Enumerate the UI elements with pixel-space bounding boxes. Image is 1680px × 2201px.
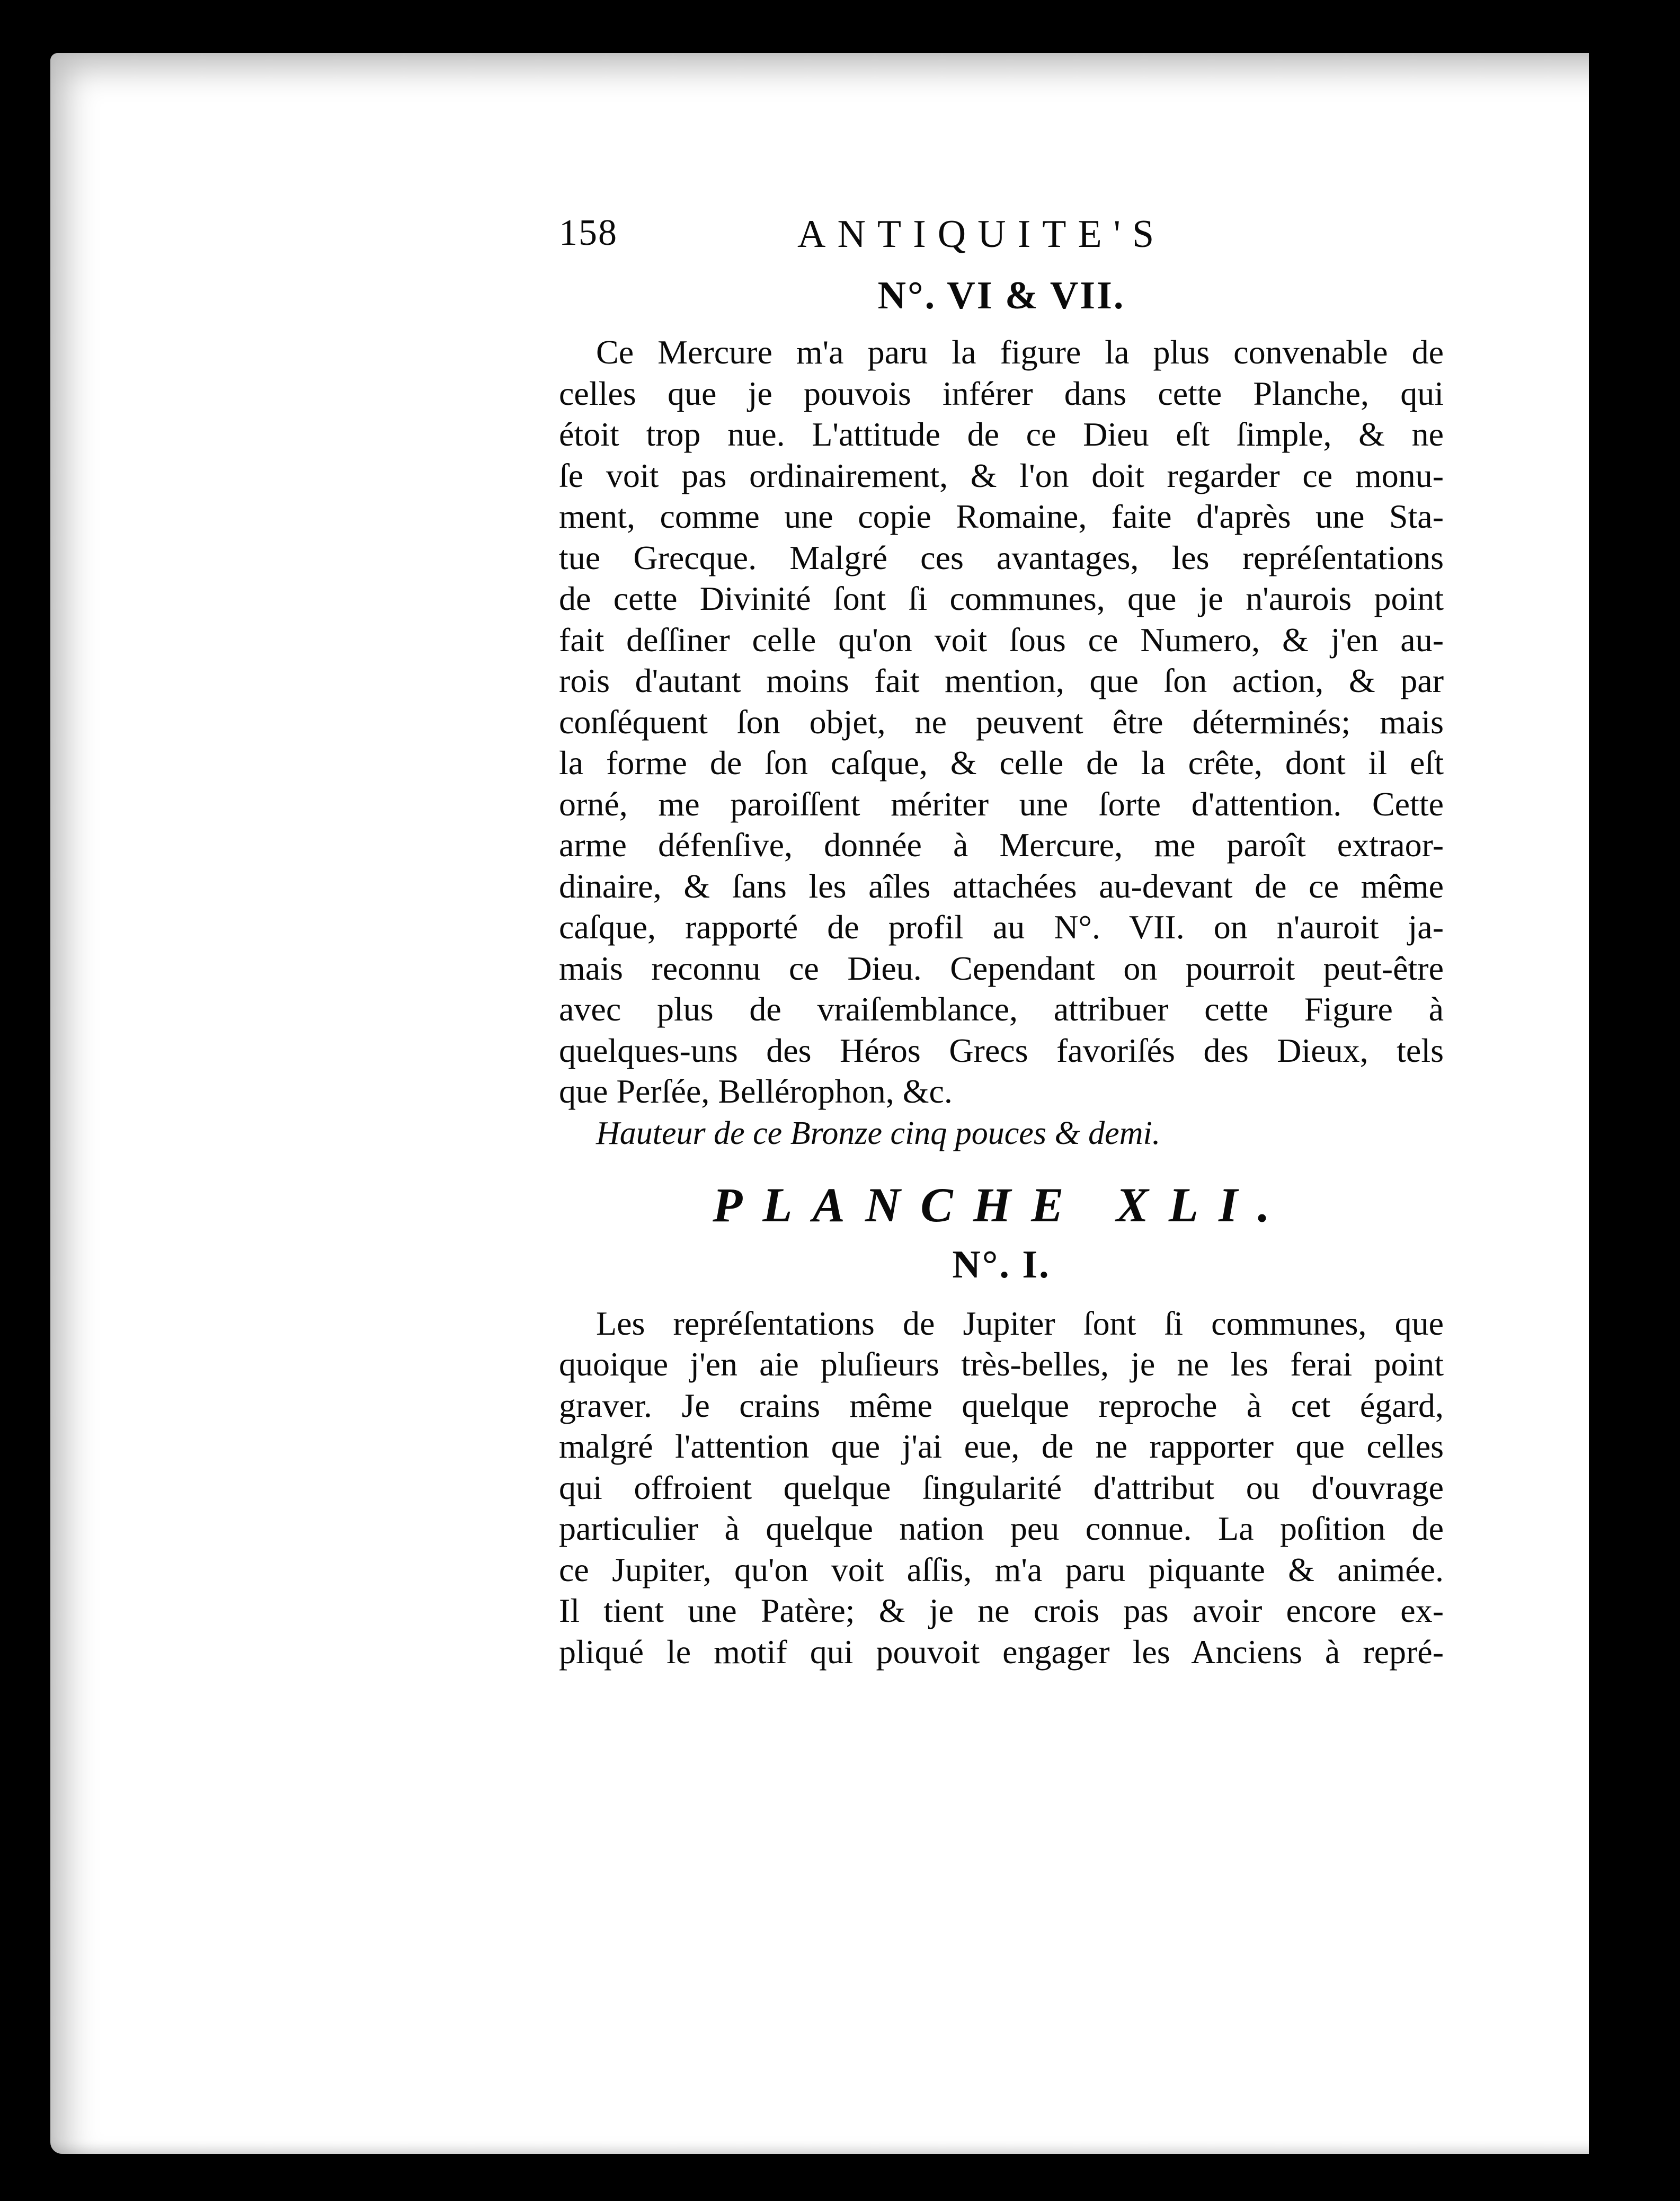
text-line: quoique j'en aie pluſieurs très-belles, je ne les ferai point <box>559 1345 1444 1383</box>
text-line: graver. Je crains même quelque reproche à cet égard, <box>559 1386 1444 1424</box>
text-line: fait deſſiner celle qu'on voit ſous ce Numero, & j'en au- <box>559 620 1444 659</box>
binding-shadow <box>1589 53 1634 2154</box>
text-line: pliqué le motif qui pouvoit engager les Anciens à repré- <box>559 1632 1444 1671</box>
text-line: dinaire, & ſans les aîles attachées au-devant de ce même <box>559 867 1444 905</box>
text-line: tue Grecque. Malgré ces avantages, les repréſentations <box>559 538 1444 576</box>
section-heading-vi-vii: N°. VI & VII. <box>877 274 1125 317</box>
text-line: de cette Divinité ſont ſi communes, que je n'aurois point <box>559 580 1444 617</box>
text-line: la forme de ſon caſque, & celle de la crête, dont il eſt <box>559 744 1444 782</box>
text-line: rois d'autant moins fait mention, que ſon action, & par <box>559 662 1444 699</box>
text-line: arme défenſive, donnée à Mercure, me paroît extraor- <box>559 826 1444 864</box>
dimension-note: Hauteur de ce Bronze cinq pouces & demi. <box>596 1115 1161 1151</box>
running-title: ANTIQUITE'S <box>797 212 1166 256</box>
text-line: Les repréſentations de Jupiter ſont ſi communes, que <box>596 1304 1444 1342</box>
text-line: étoit trop nue. L'attitude de ce Dieu eſt ſimple, & ne <box>559 415 1444 453</box>
text-line: caſque, rapporté de profil au N°. VII. on n'auroit ja- <box>559 908 1444 946</box>
text-line: Il tient une Patère; & je ne crois pas avoir encore ex- <box>559 1592 1444 1629</box>
text-line: ment, comme une copie Romaine, faite d'après une Sta- <box>559 498 1444 535</box>
text-line: quelques-uns des Héros Grecs favoriſés des Dieux, tels <box>559 1031 1444 1069</box>
text-line: celles que je pouvois inférer dans cette Planche, qui <box>559 374 1444 412</box>
running-head <box>559 201 1444 270</box>
text-line: qui offroient quelque ſingularité d'attribut ou d'ouvrage <box>559 1468 1444 1506</box>
text-line: particulier à quelque nation peu connue. La poſition de <box>559 1510 1444 1547</box>
text-line: avec plus de vraiſemblance, attribuer cette Figure à <box>559 990 1444 1028</box>
paragraph-mercure <box>559 332 1444 1112</box>
text-line: ce Jupiter, qu'on voit aſſis, m'a paru piquante & animée. <box>559 1550 1444 1588</box>
paragraph-jupiter <box>559 1303 1444 1673</box>
text-block <box>559 201 1444 1672</box>
text-line: orné, me paroiſſent mériter une ſorte d'attention. Cette <box>559 785 1444 823</box>
plate-title: PLANCHE XLI. <box>713 1177 1290 1232</box>
text-line: conſéquent ſon objet, ne peuvent être déterminés; mais <box>559 703 1444 741</box>
text-line: malgré l'attention que j'ai eue, de ne rapporter que celles <box>559 1427 1444 1465</box>
text-line: Ce Mercure m'a paru la figure la plus convenable de <box>596 333 1444 371</box>
page-number: 158 <box>559 212 618 253</box>
text-line: que Perſée, Bellérophon, &c. <box>559 1072 953 1110</box>
text-line: mais reconnu ce Dieu. Cependant on pourroit peut-être <box>559 949 1444 987</box>
text-line: ſe voit pas ordinairement, & l'on doit regarder ce monu- <box>559 456 1444 494</box>
section-heading-i: N°. I. <box>952 1242 1051 1286</box>
